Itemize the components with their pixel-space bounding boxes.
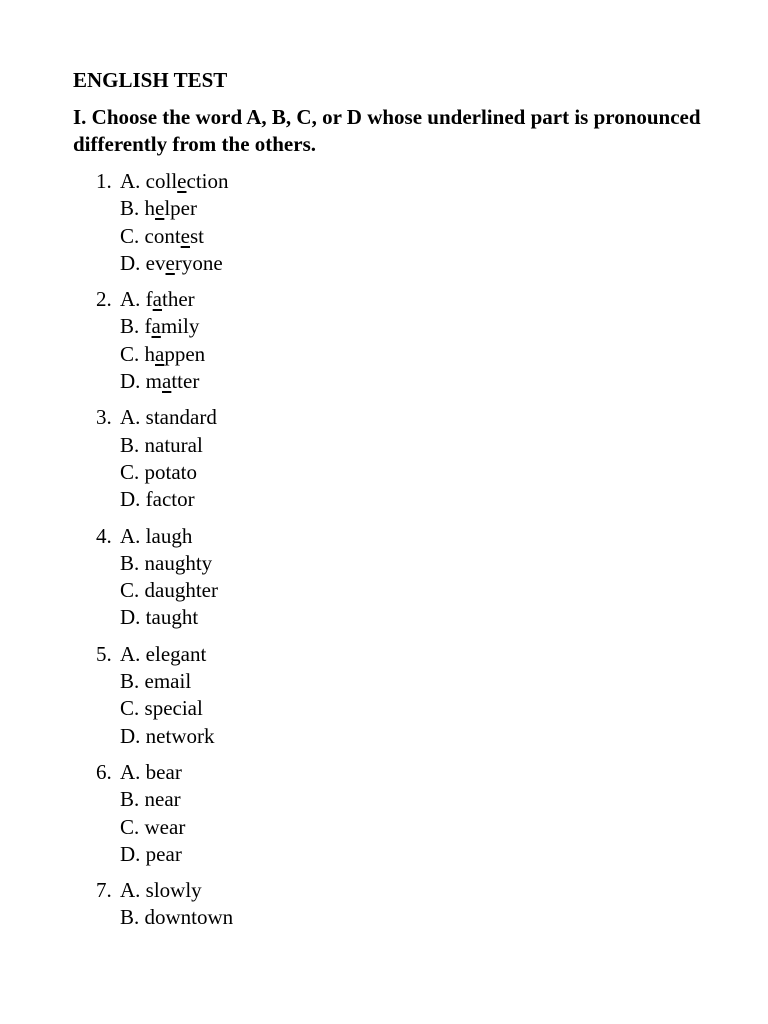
option-word-start: natural <box>144 432 203 457</box>
option-word-end: ryone <box>174 250 223 275</box>
option-letter: C. <box>120 814 140 839</box>
option-list <box>120 523 218 632</box>
option-letter: A. <box>120 523 141 548</box>
option-word-end: lper <box>164 196 197 221</box>
option-word-start: h <box>144 196 156 221</box>
question-item <box>96 286 708 395</box>
question-number: 3. <box>96 405 112 430</box>
option-letter: D. <box>120 723 141 748</box>
answer-option <box>120 695 215 722</box>
underlined-letters: a <box>152 287 162 312</box>
answer-option <box>120 523 218 550</box>
option-word-end: st <box>190 223 205 248</box>
answer-option <box>120 577 218 604</box>
question-number: 7. <box>96 878 112 903</box>
option-word-start: near <box>144 787 181 812</box>
option-word-start: potato <box>144 459 198 484</box>
answer-option <box>120 904 233 931</box>
option-word-end: ther <box>162 287 195 312</box>
option-word-start: ev <box>145 250 166 275</box>
option-word-end: ppen <box>164 341 206 366</box>
option-letter: A. <box>120 641 141 666</box>
option-word-start: wear <box>144 814 186 839</box>
option-letter: C. <box>120 696 140 721</box>
option-letter: B. <box>120 314 140 339</box>
option-word-start: email <box>144 669 192 694</box>
answer-option <box>120 223 229 250</box>
option-letter: D. <box>120 841 141 866</box>
question-item <box>96 759 708 868</box>
answer-option <box>120 168 229 195</box>
question-number: 2. <box>96 287 112 312</box>
option-word-start: daughter <box>144 578 218 603</box>
answer-option <box>120 286 205 313</box>
option-word-start: downtown <box>144 905 234 930</box>
question-item <box>96 877 708 932</box>
option-letter: D. <box>120 369 141 394</box>
option-letter: D. <box>120 250 141 275</box>
answer-option <box>120 814 185 841</box>
question-number: 1. <box>96 169 112 193</box>
underlined-letters: e <box>155 196 165 221</box>
option-word-start: f <box>145 287 153 312</box>
underlined-letters: a <box>155 341 165 366</box>
option-word-start: network <box>145 723 215 748</box>
option-word-start: laugh <box>145 523 193 548</box>
answer-option <box>120 195 229 222</box>
option-letter: B. <box>120 669 140 694</box>
option-letter: A. <box>120 169 141 193</box>
option-letter: A. <box>120 759 141 784</box>
option-letter: A. <box>120 878 141 903</box>
option-letter: C. <box>120 223 140 248</box>
option-list <box>120 404 217 513</box>
option-letter: B. <box>120 550 140 575</box>
underlined-letters: e <box>180 223 190 248</box>
option-letter: A. <box>120 287 141 312</box>
answer-option <box>120 759 185 786</box>
answer-option <box>120 641 215 668</box>
answer-option <box>120 668 215 695</box>
answer-option <box>120 459 217 486</box>
option-letter: B. <box>120 196 140 221</box>
option-letter: B. <box>120 905 140 930</box>
option-word-start: slowly <box>145 878 202 903</box>
option-word-start: bear <box>145 759 182 784</box>
question-item <box>96 523 708 632</box>
option-word-start: h <box>144 341 156 366</box>
option-word-start: m <box>145 369 163 394</box>
option-letter: C. <box>120 341 140 366</box>
option-word-start: factor <box>145 487 195 512</box>
option-word-start: pear <box>145 841 182 866</box>
document-title: ENGLISH TEST <box>73 68 228 92</box>
option-letter: C. <box>120 578 140 603</box>
answer-option <box>120 404 217 431</box>
answer-option <box>120 604 218 631</box>
option-word-start: cont <box>144 223 181 248</box>
option-word-end: ction <box>186 169 229 193</box>
option-word-end: tter <box>171 369 200 394</box>
answer-option <box>120 341 205 368</box>
underlined-letters: a <box>162 369 172 394</box>
option-list <box>120 877 233 932</box>
option-letter: B. <box>120 432 140 457</box>
underlined-letters: e <box>165 250 175 275</box>
option-word-start: special <box>144 696 203 721</box>
option-letter: D. <box>120 605 141 630</box>
option-word-start: coll <box>145 169 178 193</box>
option-word-start: naughty <box>144 550 213 575</box>
option-word-start: f <box>144 314 152 339</box>
option-word-end: mily <box>160 314 200 339</box>
answer-option <box>120 432 217 459</box>
answer-option <box>120 250 229 277</box>
answer-option <box>120 841 185 868</box>
question-item <box>96 168 708 277</box>
underlined-letters: e <box>177 169 187 193</box>
section-heading: I. Choose the word A, B, C, or D whose underlined part is pronounced differently from the others. <box>73 105 701 156</box>
option-letter: A. <box>120 405 141 430</box>
answer-option <box>120 877 233 904</box>
question-item <box>96 404 708 513</box>
option-letter: D. <box>120 487 141 512</box>
option-letter: B. <box>120 787 140 812</box>
answer-option <box>120 786 185 813</box>
option-word-start: elegant <box>145 641 207 666</box>
option-word-start: standard <box>145 405 217 430</box>
answer-option <box>120 723 215 750</box>
question-list <box>73 168 708 932</box>
option-letter: C. <box>120 459 140 484</box>
option-word-start: taught <box>145 605 199 630</box>
option-list <box>120 286 205 395</box>
option-list <box>120 759 185 868</box>
answer-option <box>120 313 205 340</box>
question-number: 4. <box>96 523 112 548</box>
option-list <box>120 168 229 277</box>
answer-option <box>120 550 218 577</box>
answer-option <box>120 368 205 395</box>
underlined-letters: a <box>151 314 161 339</box>
question-number: 5. <box>96 641 112 666</box>
question-item <box>96 641 708 750</box>
answer-option <box>120 486 217 513</box>
option-list <box>120 641 215 750</box>
question-number: 6. <box>96 759 112 784</box>
